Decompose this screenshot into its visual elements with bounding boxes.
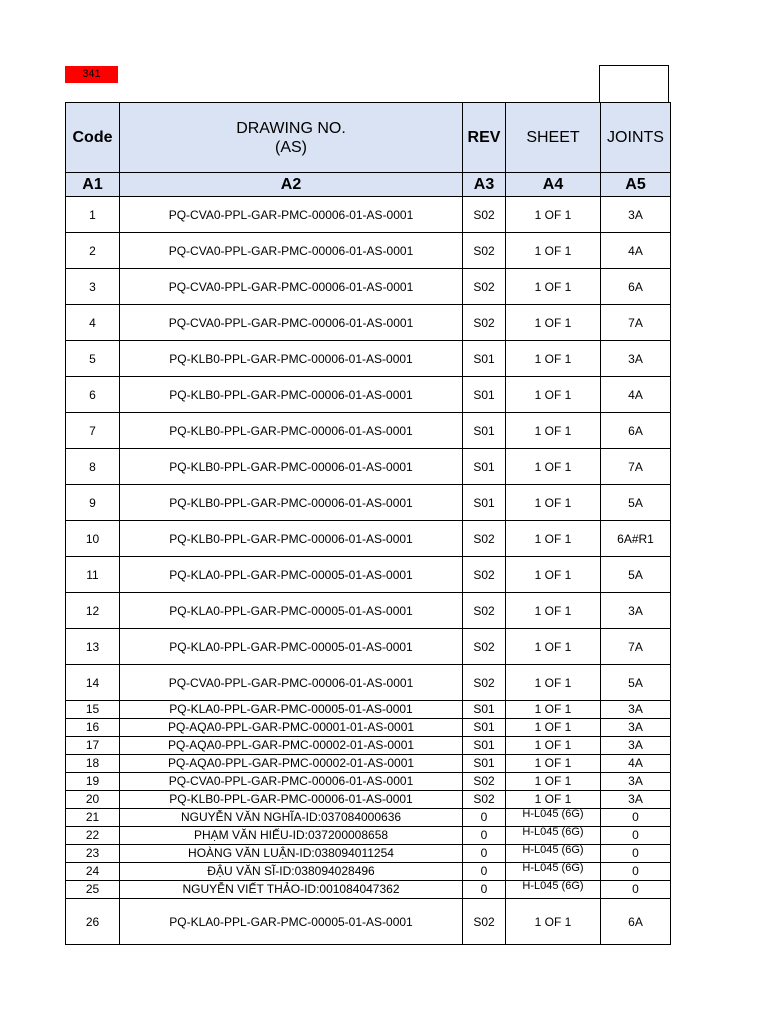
- header-drawing-line1: DRAWING NO.: [236, 119, 346, 137]
- cell-joints: 7A: [601, 449, 671, 485]
- cell-code: 13: [66, 629, 120, 665]
- header-rev: REV: [463, 103, 506, 173]
- table-row: [66, 845, 671, 863]
- cell-drawing: PQ-CVA0-PPL-GAR-PMC-00006-01-AS-0001: [120, 197, 463, 233]
- cell-rev: S02: [463, 197, 506, 233]
- cell-sheet: [506, 881, 601, 899]
- cell-joints: 4A: [601, 755, 671, 773]
- cell-code: 14: [66, 665, 120, 701]
- cell-joints: 3A: [601, 719, 671, 737]
- cell-joints: 4A: [601, 233, 671, 269]
- cell-joints: 5A: [601, 665, 671, 701]
- cell-sheet: 1 OF 1: [506, 413, 601, 449]
- cell-code: 6: [66, 377, 120, 413]
- cell-code: 9: [66, 485, 120, 521]
- table-row: [66, 485, 671, 521]
- cell-sheet: 1 OF 1: [506, 629, 601, 665]
- cell-drawing: PQ-AQA0-PPL-GAR-PMC-00002-01-AS-0001: [120, 737, 463, 755]
- cell-sheet: [506, 863, 601, 881]
- cell-rev: S02: [463, 557, 506, 593]
- cell-code: 15: [66, 701, 120, 719]
- table-row: [66, 701, 671, 719]
- cell-rev: S02: [463, 899, 506, 945]
- cell-code: 26: [66, 899, 120, 945]
- cell-code: 18: [66, 755, 120, 773]
- cell-drawing: NGUYỄN VIẾT THẢO-ID:001084047362: [120, 881, 463, 899]
- cell-code: 10: [66, 521, 120, 557]
- cell-rev: S01: [463, 413, 506, 449]
- cell-rev: 0: [463, 809, 506, 827]
- cell-joints: 0: [601, 845, 671, 863]
- table-row: [66, 809, 671, 827]
- cell-sheet-text: H-L045 (6G): [522, 880, 584, 892]
- cell-code: 3: [66, 269, 120, 305]
- cell-sheet: 1 OF 1: [506, 737, 601, 755]
- column-code-row: [66, 173, 671, 197]
- record-count-badge: 341: [65, 66, 118, 83]
- cell-joints: 3A: [601, 737, 671, 755]
- cell-sheet: 1 OF 1: [506, 521, 601, 557]
- cell-code: 17: [66, 737, 120, 755]
- cell-code: 1: [66, 197, 120, 233]
- cell-code: 20: [66, 791, 120, 809]
- table-row: [66, 341, 671, 377]
- table-row: [66, 863, 671, 881]
- header-code: Code: [66, 103, 120, 173]
- cell-rev: S02: [463, 791, 506, 809]
- cell-rev: S01: [463, 701, 506, 719]
- header-joints: JOINTS: [601, 103, 671, 173]
- cell-drawing: PQ-KLB0-PPL-GAR-PMC-00006-01-AS-0001: [120, 413, 463, 449]
- cell-sheet: 1 OF 1: [506, 701, 601, 719]
- cell-sheet: 1 OF 1: [506, 305, 601, 341]
- table-row: [66, 197, 671, 233]
- cell-joints: 3A: [601, 701, 671, 719]
- column-code-a5: A5: [601, 173, 671, 197]
- cell-sheet-text: H-L045 (6G): [522, 808, 584, 820]
- table-row: [66, 449, 671, 485]
- table-row: [66, 557, 671, 593]
- cell-sheet: 1 OF 1: [506, 719, 601, 737]
- cell-sheet: [506, 845, 601, 863]
- table-row: [66, 881, 671, 899]
- cell-code: 23: [66, 845, 120, 863]
- cell-drawing: PQ-KLA0-PPL-GAR-PMC-00005-01-AS-0001: [120, 701, 463, 719]
- cell-sheet: 1 OF 1: [506, 773, 601, 791]
- cell-sheet: 1 OF 1: [506, 755, 601, 773]
- table-row: [66, 233, 671, 269]
- cell-sheet-text: H-L045 (6G): [522, 826, 584, 838]
- cell-code: 12: [66, 593, 120, 629]
- cell-drawing: PQ-KLB0-PPL-GAR-PMC-00006-01-AS-0001: [120, 485, 463, 521]
- cell-rev: S02: [463, 665, 506, 701]
- cell-joints: 3A: [601, 341, 671, 377]
- cell-code: 7: [66, 413, 120, 449]
- header-sheet: SHEET: [506, 103, 601, 173]
- table-row: [66, 665, 671, 701]
- column-code-a1: A1: [66, 173, 120, 197]
- column-code-a2: A2: [120, 173, 463, 197]
- cell-code: 21: [66, 809, 120, 827]
- table-row: [66, 737, 671, 755]
- cell-drawing: PQ-KLA0-PPL-GAR-PMC-00005-01-AS-0001: [120, 629, 463, 665]
- cell-sheet: 1 OF 1: [506, 341, 601, 377]
- cell-joints: 0: [601, 881, 671, 899]
- cell-rev: S01: [463, 737, 506, 755]
- cell-joints: 5A: [601, 485, 671, 521]
- cell-joints: 6A#R1: [601, 521, 671, 557]
- cell-rev: S02: [463, 269, 506, 305]
- cell-rev: S01: [463, 449, 506, 485]
- cell-drawing: PQ-KLB0-PPL-GAR-PMC-00006-01-AS-0001: [120, 341, 463, 377]
- cell-sheet: 1 OF 1: [506, 899, 601, 945]
- cell-code: 5: [66, 341, 120, 377]
- cell-sheet: 1 OF 1: [506, 449, 601, 485]
- cell-code: 4: [66, 305, 120, 341]
- cell-code: 2: [66, 233, 120, 269]
- column-code-a4: A4: [506, 173, 601, 197]
- cell-joints: 7A: [601, 305, 671, 341]
- cell-drawing: PQ-KLB0-PPL-GAR-PMC-00006-01-AS-0001: [120, 449, 463, 485]
- cell-joints: 3A: [601, 593, 671, 629]
- cell-code: 16: [66, 719, 120, 737]
- cell-joints: 0: [601, 809, 671, 827]
- table-row: [66, 413, 671, 449]
- cell-rev: S01: [463, 719, 506, 737]
- table-row: [66, 521, 671, 557]
- cell-rev: 0: [463, 827, 506, 845]
- cell-code: 22: [66, 827, 120, 845]
- cell-joints: 4A: [601, 377, 671, 413]
- cell-drawing: PQ-CVA0-PPL-GAR-PMC-00006-01-AS-0001: [120, 305, 463, 341]
- cell-sheet-text: H-L045 (6G): [522, 844, 584, 856]
- cell-drawing: PQ-CVA0-PPL-GAR-PMC-00006-01-AS-0001: [120, 269, 463, 305]
- cell-joints: 7A: [601, 629, 671, 665]
- cell-rev: 0: [463, 863, 506, 881]
- table-row: [66, 755, 671, 773]
- cell-rev: S02: [463, 629, 506, 665]
- cell-drawing: PQ-KLA0-PPL-GAR-PMC-00005-01-AS-0001: [120, 899, 463, 945]
- cell-joints: 3A: [601, 197, 671, 233]
- cell-rev: S02: [463, 521, 506, 557]
- cell-sheet: [506, 809, 601, 827]
- column-code-a3: A3: [463, 173, 506, 197]
- cell-rev: 0: [463, 881, 506, 899]
- cell-rev: S01: [463, 377, 506, 413]
- table-row: [66, 593, 671, 629]
- table-row: [66, 791, 671, 809]
- table-row: [66, 899, 671, 945]
- drawing-joints-table: [65, 102, 671, 945]
- cell-drawing: PQ-CVA0-PPL-GAR-PMC-00006-01-AS-0001: [120, 233, 463, 269]
- cell-joints: 5A: [601, 557, 671, 593]
- cell-drawing: PQ-CVA0-PPL-GAR-PMC-00006-01-AS-0001: [120, 773, 463, 791]
- cell-joints: 0: [601, 827, 671, 845]
- cell-rev: S02: [463, 593, 506, 629]
- header-drawing-line2: (AS): [275, 138, 307, 156]
- table-row: [66, 827, 671, 845]
- cell-code: 25: [66, 881, 120, 899]
- cell-rev: S01: [463, 755, 506, 773]
- header-row: [66, 103, 671, 173]
- cell-drawing: PQ-AQA0-PPL-GAR-PMC-00002-01-AS-0001: [120, 755, 463, 773]
- table-row: [66, 377, 671, 413]
- table-row: [66, 269, 671, 305]
- cell-sheet: 1 OF 1: [506, 377, 601, 413]
- table-row: [66, 773, 671, 791]
- header-drawing-no: [120, 103, 463, 173]
- cell-joints: 6A: [601, 413, 671, 449]
- cell-rev: S02: [463, 773, 506, 791]
- cell-sheet: 1 OF 1: [506, 791, 601, 809]
- cell-joints: 6A: [601, 899, 671, 945]
- table-row: [66, 305, 671, 341]
- cell-sheet: 1 OF 1: [506, 557, 601, 593]
- cell-drawing: PQ-CVA0-PPL-GAR-PMC-00006-01-AS-0001: [120, 665, 463, 701]
- cell-drawing: PHẠM VĂN HIẾU-ID:037200008658: [120, 827, 463, 845]
- cell-joints: 3A: [601, 773, 671, 791]
- table-row: [66, 629, 671, 665]
- cell-joints: 0: [601, 863, 671, 881]
- cell-drawing: PQ-KLA0-PPL-GAR-PMC-00005-01-AS-0001: [120, 593, 463, 629]
- cell-drawing: ĐẬU VĂN SĨ-ID:038094028496: [120, 863, 463, 881]
- cell-drawing: NGUYỄN VĂN NGHĨA-ID:037084000636: [120, 809, 463, 827]
- cell-sheet: 1 OF 1: [506, 485, 601, 521]
- cell-rev: 0: [463, 845, 506, 863]
- cell-sheet: 1 OF 1: [506, 665, 601, 701]
- cell-rev: S01: [463, 341, 506, 377]
- cell-rev: S02: [463, 233, 506, 269]
- cell-drawing: HOÀNG VĂN LUẬN-ID:038094011254: [120, 845, 463, 863]
- cell-sheet: [506, 827, 601, 845]
- cell-sheet: 1 OF 1: [506, 233, 601, 269]
- cell-sheet-text: H-L045 (6G): [522, 862, 584, 874]
- cell-joints: 3A: [601, 791, 671, 809]
- cell-drawing: PQ-KLB0-PPL-GAR-PMC-00006-01-AS-0001: [120, 521, 463, 557]
- cell-sheet: 1 OF 1: [506, 269, 601, 305]
- cell-drawing: PQ-KLA0-PPL-GAR-PMC-00005-01-AS-0001: [120, 557, 463, 593]
- cell-code: 24: [66, 863, 120, 881]
- cell-code: 8: [66, 449, 120, 485]
- cell-code: 11: [66, 557, 120, 593]
- table-row: [66, 719, 671, 737]
- cell-rev: S01: [463, 485, 506, 521]
- cell-code: 19: [66, 773, 120, 791]
- empty-header-cell: [599, 65, 669, 102]
- cell-sheet: 1 OF 1: [506, 593, 601, 629]
- cell-drawing: PQ-KLB0-PPL-GAR-PMC-00006-01-AS-0001: [120, 791, 463, 809]
- cell-rev: S02: [463, 305, 506, 341]
- cell-drawing: PQ-KLB0-PPL-GAR-PMC-00006-01-AS-0001: [120, 377, 463, 413]
- cell-drawing: PQ-AQA0-PPL-GAR-PMC-00001-01-AS-0001: [120, 719, 463, 737]
- cell-joints: 6A: [601, 269, 671, 305]
- cell-sheet: 1 OF 1: [506, 197, 601, 233]
